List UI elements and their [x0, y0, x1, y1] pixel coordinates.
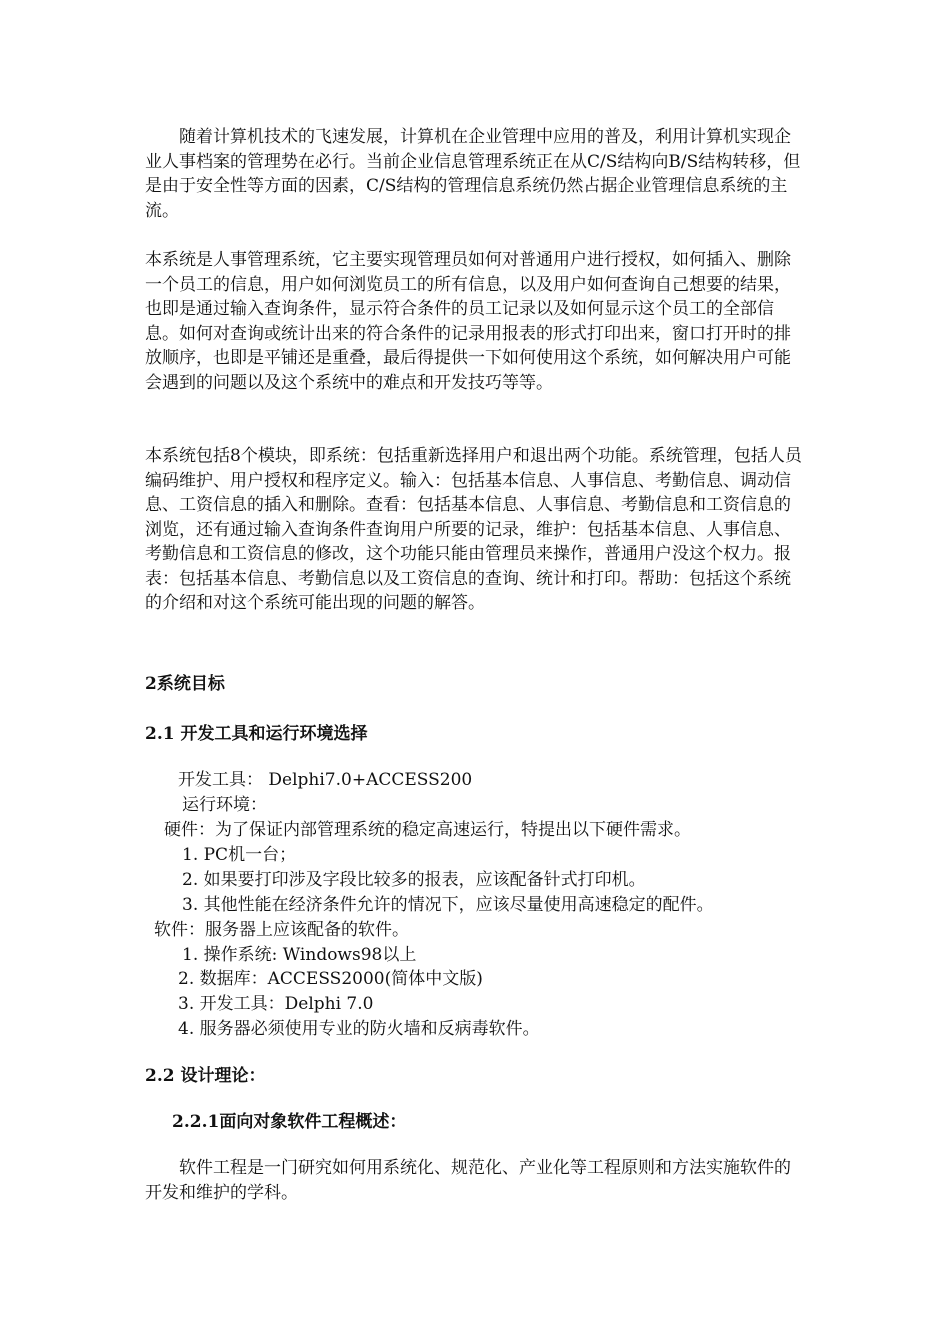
section-2-1-heading: 2.1 开发工具和运行环境选择 [145, 724, 368, 744]
software-item-1: 1. 操作系统: Windows98以上 [182, 945, 417, 965]
software-item-2: 2. 数据库：ACCESS2000(简体中文版) [178, 969, 483, 989]
runtime-line: 运行环境： [182, 795, 267, 815]
hardware-item-1: 1. PC机一台； [182, 845, 297, 865]
section-2-heading: 2系统目标 [145, 674, 225, 694]
intro-paragraph: 随着计算机技术的飞速发展，计算机在企业管理中应用的普及，利用计算机实现企业人事档案的管理势在必行。当前企业信息管理系统正在从C/S结构向B/S结构转移，但是由于安全性等方面的因素，C/S结构的管理信息系统仍然占据企业管理信息系统的主流。 [145, 127, 801, 221]
hardware-item-3: 3. 其他性能在经济条件允许的情况下，应该尽量使用高速稳定的配件。 [182, 895, 714, 915]
hardware-line: 硬件：为了保证内部管理系统的稳定高速运行，特提出以下硬件需求。 [164, 820, 691, 840]
software-item-4: 4. 服务器必须使用专业的防火墙和反病毒软件。 [178, 1019, 540, 1039]
system-description-paragraph: 本系统是人事管理系统，它主要实现管理员如何对普通用户进行授权，如何插入、删除一个员工的信息，用户如何浏览员工的所有信息，以及用户如何查询自己想要的结果，也即是通过输入查询条件，显示符合条件的员工记录以及如何显示这个员工的全部信息。如何对查询或统计出来的符合条件的记录用报表的形式打印出来，窗口打开时的排放顺序，也即是平铺还是重叠，最后得提供一下如何使用这个系统，如何解决用户可能会遇到的问题以及这个系统中的难点和开发技巧等等。 [145, 250, 791, 393]
software-engineering-paragraph: 软件工程是一门研究如何用系统化、规范化、产业化等工程原则和方法实施软件的开发和维护的学科。 [145, 1158, 791, 1203]
section-2-2-1-heading: 2.2.1面向对象软件工程概述： [172, 1112, 407, 1132]
dev-tools-line: 开发工具： Delphi7.0+ACCESS200 [178, 770, 473, 790]
software-line: 软件：服务器上应该配备的软件。 [154, 920, 409, 940]
modules-paragraph: 本系统包括8个模块，即系统：包括重新选择用户和退出两个功能。系统管理，包括人员编码维护、用户授权和程序定义。输入：包括基本信息、人事信息、考勤信息、调动信息、工资信息的插入和删除。查看：包括基本信息、人事信息、考勤信息和工资信息的浏览，还有通过输入查询条件查询用户所要的记录，维护：包括基本信息、人事信息、考勤信息和工资信息的修改，这个功能只能由管理员来操作，普通用户没这个权力。报表：包括基本信息、考勤信息以及工资信息的查询、统计和打印。帮助：包括这个系统的介绍和对这个系统可能出现的问题的解答。 [145, 446, 802, 613]
hardware-item-2: 2. 如果要打印涉及字段比较多的报表，应该配备针式打印机。 [182, 870, 646, 890]
section-2-2-heading: 2.2 设计理论： [145, 1066, 266, 1086]
software-item-3: 3. 开发工具：Delphi 7.0 [178, 994, 374, 1014]
